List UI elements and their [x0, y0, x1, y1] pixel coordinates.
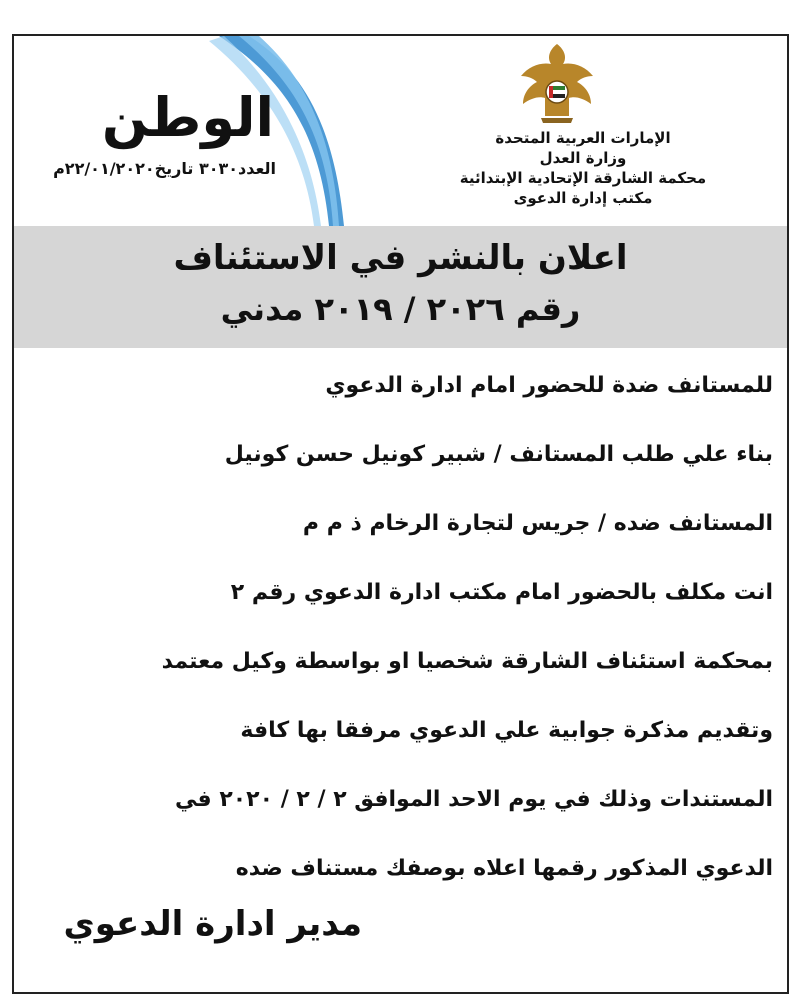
notice-body [23, 366, 773, 918]
authority-office: مكتب إدارة الدعوى [513, 189, 653, 207]
body-line: المستانف ضده / جريس لتجارة الرخام ذ م م [302, 511, 773, 536]
notice-title-band [14, 226, 787, 348]
body-line: انت مكلف بالحضور امام مكتب ادارة الدعوي رقم ٢ [230, 580, 773, 605]
issuing-authority [403, 128, 763, 208]
case-number: رقم ٢٠٢٦ / ٢٠١٩ مدني [220, 290, 581, 328]
notice-frame [12, 34, 789, 994]
newspaper-logo: الوطن [101, 86, 274, 149]
body-line: للمستانف ضدة للحضور امام ادارة الدعوي [325, 373, 773, 398]
body-line: بمحكمة استئناف الشارقة شخصيا او بواسطة وكيل معتمد [161, 649, 773, 674]
authority-country: الإمارات العربية المتحدة [495, 129, 671, 147]
body-line: بناء علي طلب المستانف / شبير كونيل حسن كونيل [224, 442, 773, 467]
authority-ministry: وزارة العدل [539, 149, 627, 167]
newspaper-masthead [34, 86, 334, 178]
notice-title: اعلان بالنشر في الاستئناف [173, 238, 628, 278]
authority-court: محكمة الشارقة الإتحادية الإبتدائية [459, 169, 707, 187]
uae-emblem-icon [511, 40, 603, 124]
body-line: المستندات وذلك في يوم الاحد الموافق ٢ / ٢ / ٢٠٢٠ في [174, 787, 773, 812]
body-line: وتقديم مذكرة جوابية علي الدعوي مرفقا بها كافة [240, 718, 773, 743]
signature: مدير ادارة الدعوي [63, 904, 362, 944]
issue-line: العدد٣٠٣٠ تاريخ٢٢/٠١/٢٠٢٠م [53, 159, 276, 178]
body-line: الدعوي المذكور رقمها اعلاه بوصفك مستناف ضده [235, 856, 773, 881]
